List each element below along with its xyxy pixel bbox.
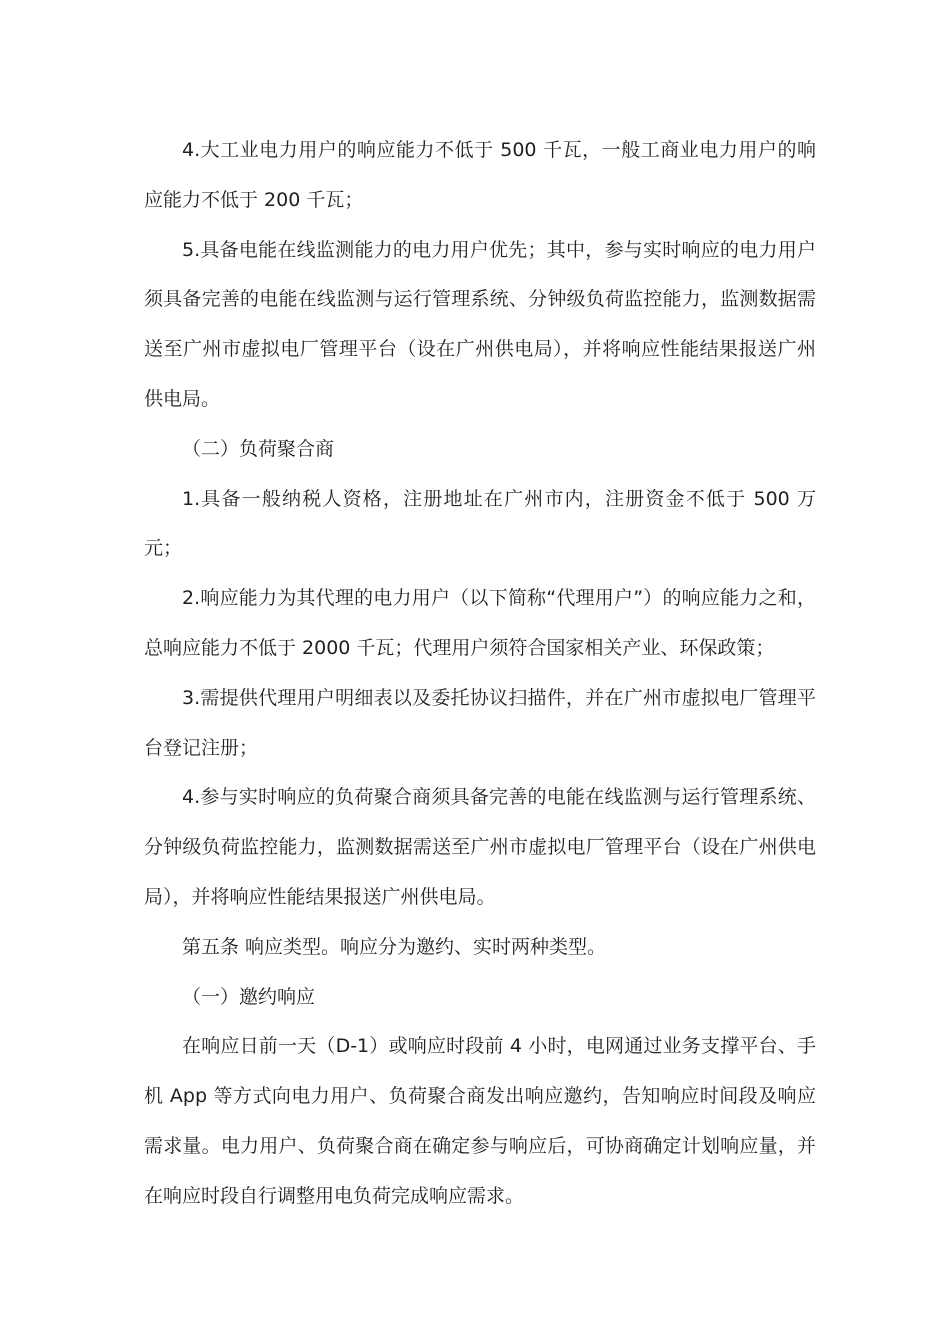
paragraph-invited-response-detail: 在响应日前一天（D-1）或响应时段前 4 小时，电网通过业务支撑平台、手机 App 等方式向电力用户、负荷聚合商发出响应邀约，告知响应时间段及响应需求量。电力用户、负荷聚合商在确定参与响应后，可协商确定计划响应量，并在响应时段自行调整用电负荷完成响应需求。 [144, 1035, 816, 1207]
article-five-response-types: 第五条 响应类型。响应分为邀约、实时两种类型。 [182, 935, 607, 958]
paragraph-aggregator-monitoring: 4.参与实时响应的负荷聚合商须具备完善的电能在线监测与运行管理系统、分钟级负荷监控能力，监测数据需送至广州市虚拟电厂管理平台（设在广州供电局），并将响应性能结果报送广州供电局。 [144, 786, 816, 908]
document-body [144, 126, 816, 1222]
paragraph-user-capacity: 4.大工业电力用户的响应能力不低于 500 千瓦，一般工商业电力用户的响应能力不低于 200 千瓦； [144, 139, 816, 211]
section-heading-invited-response: （一）邀约响应 [182, 985, 316, 1008]
paragraph-monitoring-priority: 5.具备电能在线监测能力的电力用户优先；其中，参与实时响应的电力用户须具备完善的电能在线监测与运行管理系统、分钟级负荷监控能力，监测数据需送至广州市虚拟电厂管理平台（设在广州供电局），并将响应性能结果报送广州供电局。 [144, 238, 816, 410]
paragraph-aggregator-registration: 3.需提供代理用户明细表以及委托协议扫描件，并在广州市虚拟电厂管理平台登记注册； [144, 686, 816, 759]
paragraph-aggregator-capacity: 2.响应能力为其代理的电力用户（以下简称“代理用户”）的响应能力之和，总响应能力不低于 2000 千瓦；代理用户须符合国家相关产业、环保政策； [144, 587, 816, 659]
paragraph-aggregator-qualification: 1.具备一般纳税人资格，注册地址在广州市内，注册资金不低于 500 万元； [144, 487, 816, 560]
section-heading-load-aggregator: （二）负荷聚合商 [182, 437, 335, 460]
